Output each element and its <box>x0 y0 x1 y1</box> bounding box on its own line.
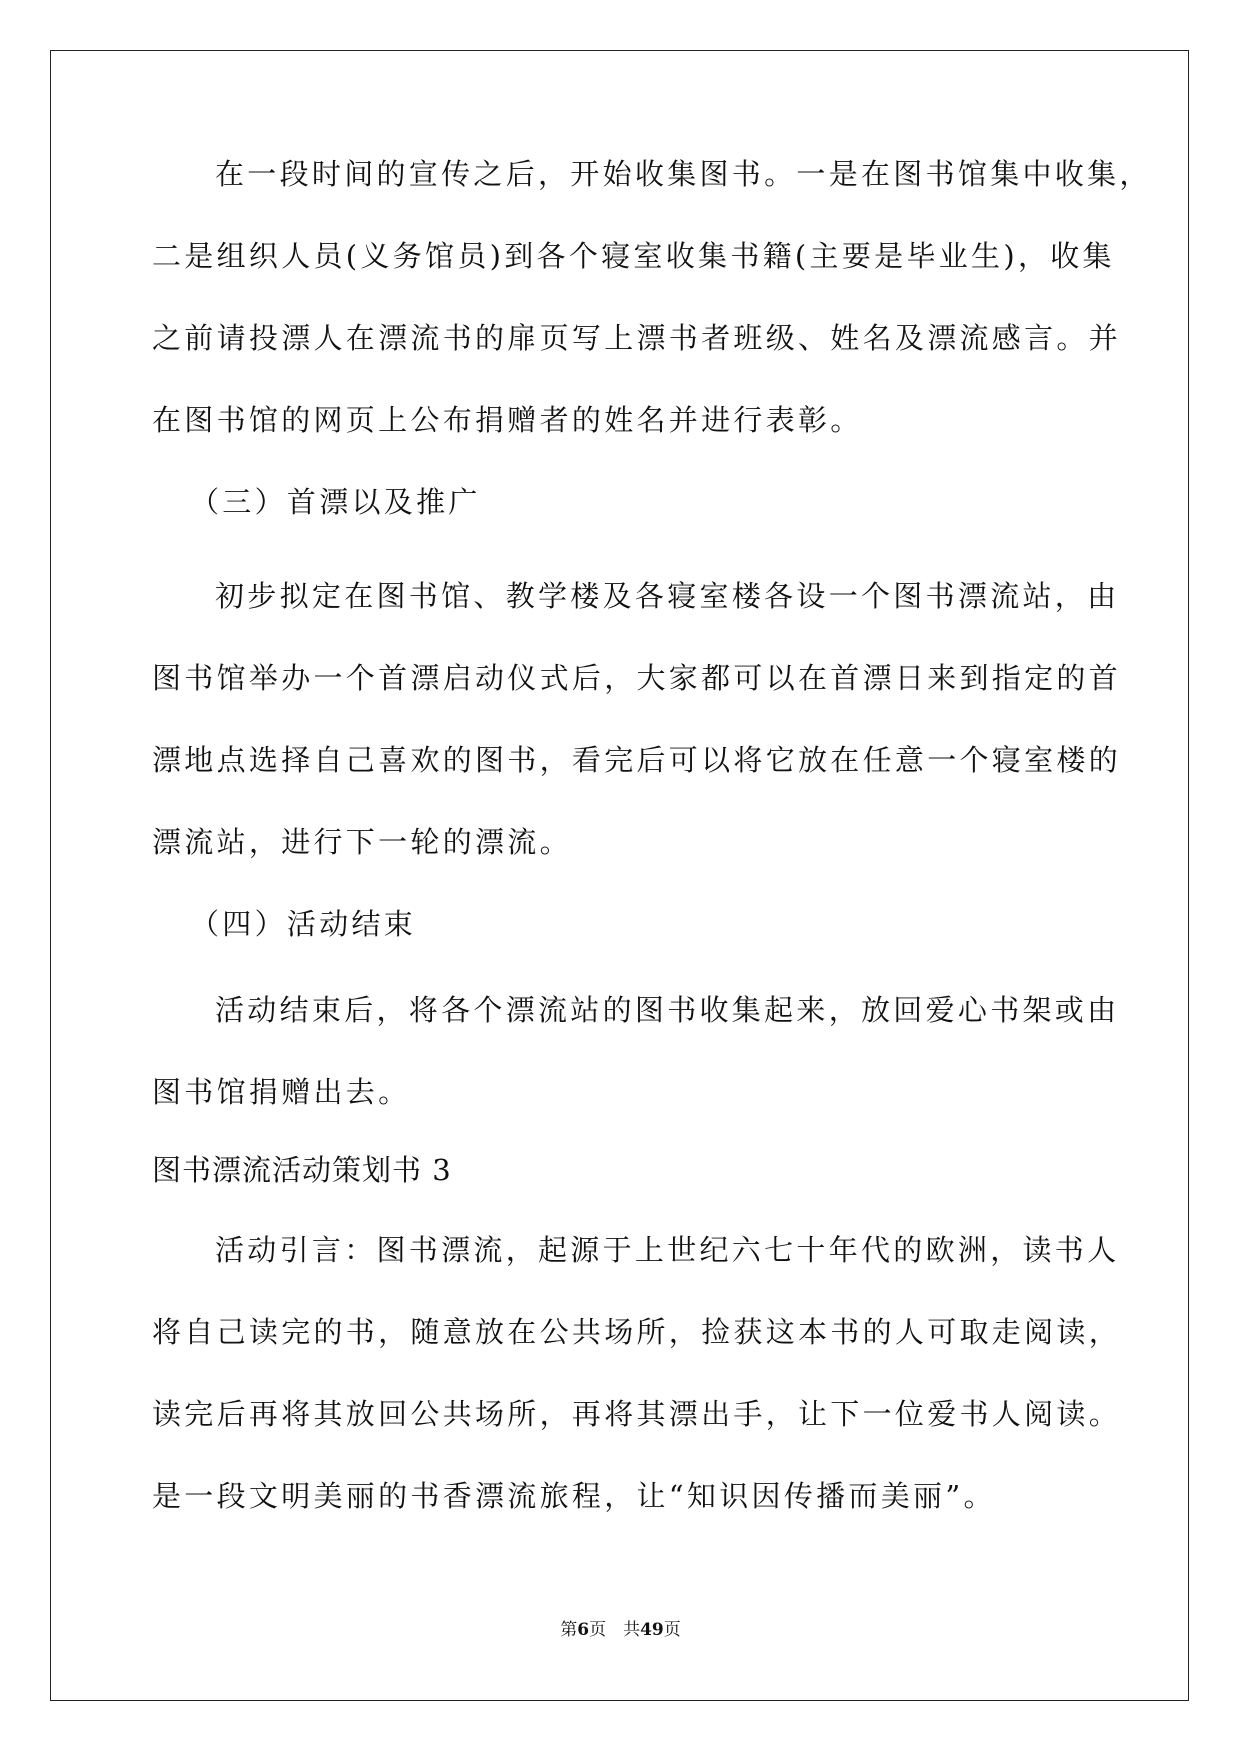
paragraph-line: 将自己读完的书，随意放在公共场所，捡获这本书的人可取走阅读， <box>152 1315 1122 1349</box>
paragraph-line: 活动结束后，将各个漂流站的图书收集起来，放回爱心书架或由 <box>215 993 1120 1027</box>
paragraph-line: 二是组织人员(义务馆员)到各个寝室收集书籍(主要是毕业生)，收集 <box>152 239 1115 273</box>
page-border <box>50 50 1189 1701</box>
paragraph-line: 图书馆举办一个首漂启动仪式后，大家都可以在首漂日来到指定的首 <box>152 661 1122 695</box>
paragraph-line: 是一段文明美丽的书香漂流旅程，让“知识因传播而美丽”。 <box>152 1479 996 1513</box>
current-page-number: 6 <box>577 1620 590 1640</box>
section-heading: （三）首漂以及推广 <box>190 485 481 519</box>
paragraph-line: 漂流站，进行下一轮的漂流。 <box>152 825 572 859</box>
paragraph-line: 漂地点选择自己喜欢的图书，看完后可以将它放在任意一个寝室楼的 <box>152 743 1122 777</box>
paragraph-line: 图书馆捐赠出去。 <box>152 1075 411 1109</box>
page-separator: 页 共 <box>589 1620 641 1640</box>
document-title: 图书漂流活动策划书 3 <box>152 1153 452 1187</box>
paragraph-line: 活动引言：图书漂流，起源于上世纪六七十年代的欧洲，读书人 <box>215 1233 1120 1267</box>
page-suffix: 页 <box>663 1620 681 1640</box>
paragraph-line: 初步拟定在图书馆、教学楼及各寝室楼各设一个图书漂流站，由 <box>215 579 1120 613</box>
paragraph-line: 读完后再将其放回公共场所，再将其漂出手，让下一位爱书人阅读。 <box>152 1397 1122 1431</box>
page-prefix: 第 <box>560 1620 578 1640</box>
section-heading: （四）活动结束 <box>190 907 417 941</box>
paragraph-line: 在图书馆的网页上公布捐赠者的姓名并进行表彰。 <box>152 403 863 437</box>
paragraph-line: 之前请投漂人在漂流书的扉页写上漂书者班级、姓名及漂流感言。并 <box>152 321 1122 355</box>
total-page-number: 49 <box>640 1620 664 1640</box>
page-footer <box>0 1618 1241 1642</box>
paragraph-line: 在一段时间的宣传之后，开始收集图书。一是在图书馆集中收集， <box>215 157 1152 191</box>
